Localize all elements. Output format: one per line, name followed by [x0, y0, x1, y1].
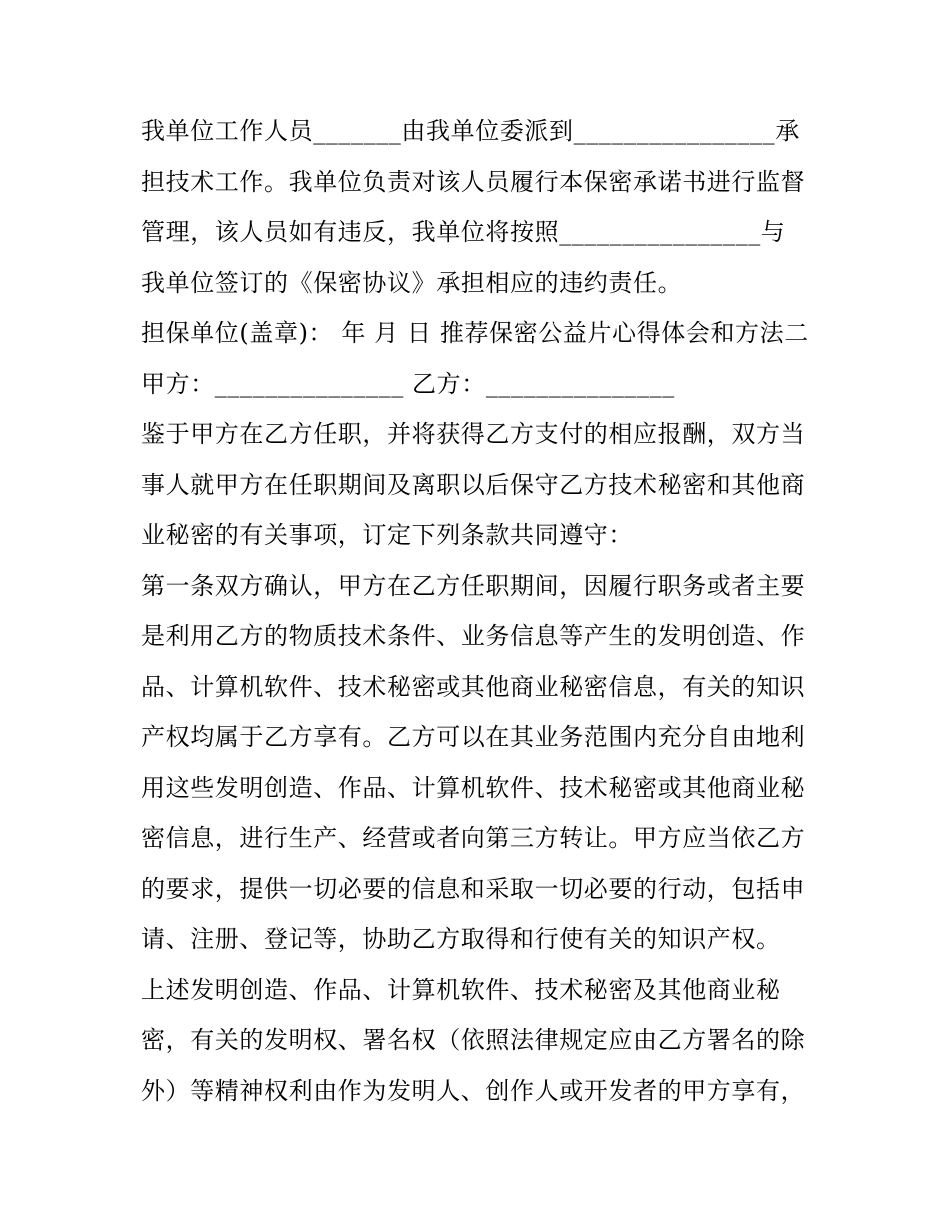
- text-line: 我单位工作人员_______由我单位委派到________________承: [141, 117, 800, 145]
- text-line: 产权均属于乙方享有。乙方可以在其业务范围内充分自由地利: [141, 723, 806, 751]
- document-body: [141, 106, 816, 1116]
- text-line: 担技术工作。我单位负责对该人员履行本保密承诺书进行监督: [141, 167, 806, 196]
- text-line: 密信息，进行生产、经营或者向第三方转让。甲方应当依乙方: [141, 824, 806, 852]
- text-line: 是利用乙方的物质技术条件、业务信息等产生的发明创造、作: [141, 622, 806, 650]
- text-line: 甲方：_______________ 乙方：_______________: [141, 369, 675, 398]
- text-line: 管理，该人员如有违反，我单位将按照________________与: [141, 218, 786, 246]
- text-line: 密，有关的发明权、署名权（依照法律规定应由乙方署名的除: [141, 1026, 806, 1054]
- text-line: 担保单位(盖章)： 年 月 日 推荐保密公益片心得体会和方法二: [141, 319, 809, 347]
- text-line: 品、计算机软件、技术秘密或其他商业秘密信息，有关的知识: [141, 672, 806, 701]
- text-line: 第一条双方确认，甲方在乙方任职期间，因履行职务或者主要: [141, 571, 806, 600]
- text-line: 的要求，提供一切必要的信息和采取一切必要的行动，包括申: [141, 874, 806, 903]
- text-line: 业秘密的有关事项，订定下列条款共同遵守：: [141, 521, 633, 549]
- text-line: 用这些发明创造、作品、计算机软件、技术秘密或其他商业秘: [141, 773, 806, 802]
- text-line: 上述发明创造、作品、计算机软件、技术秘密及其他商业秘: [141, 975, 781, 1004]
- text-line: 请、注册、登记等，协助乙方取得和行使有关的知识产权。: [141, 925, 781, 953]
- text-line: 鉴于甲方在乙方任职，并将获得乙方支付的相应报酬，双方当: [141, 420, 806, 448]
- text-line: 事人就甲方在任职期间及离职以后保守乙方技术秘密和其他商: [141, 470, 806, 499]
- text-line: 我单位签订的《保密协议》承担相应的违约责任。: [141, 268, 683, 297]
- text-line: 外）等精神权利由作为发明人、创作人或开发者的甲方享有，: [141, 1076, 806, 1105]
